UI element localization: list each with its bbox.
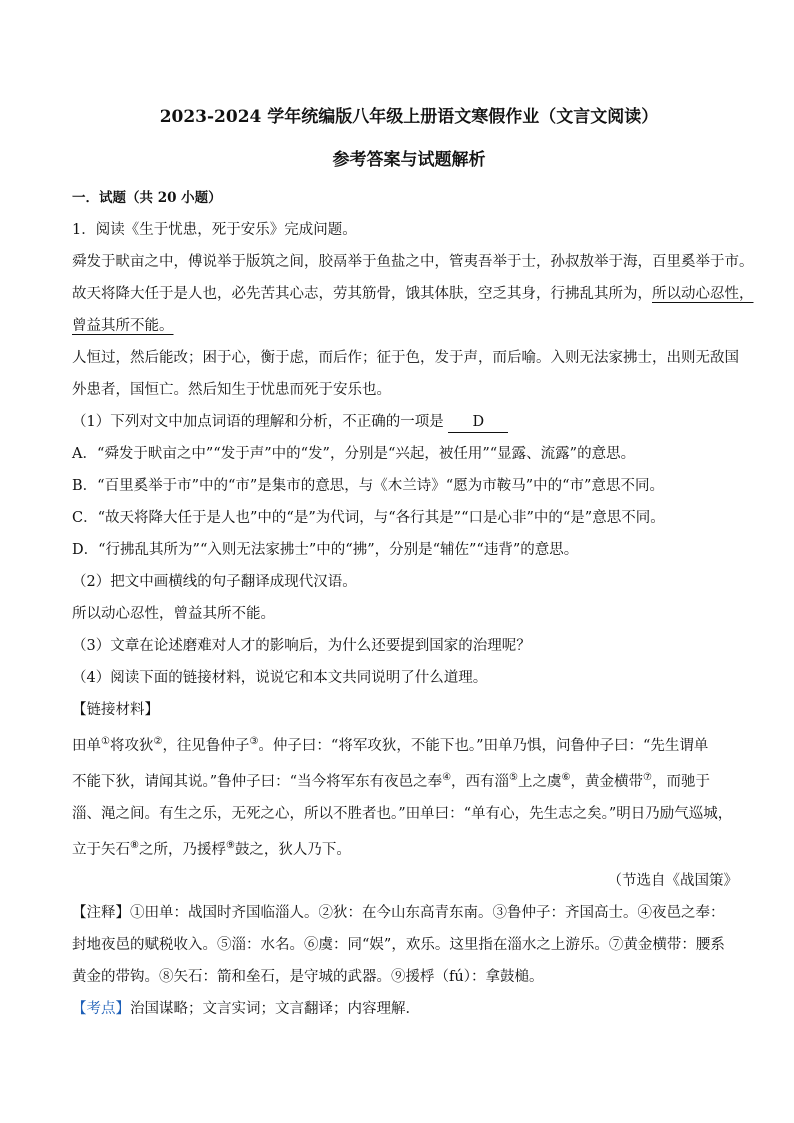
translation-sentence: 所以动心忍性，曾益其所不能。 (72, 606, 275, 622)
note-marker: ⑨ (225, 839, 235, 851)
text: 将攻狄 (109, 737, 154, 754)
note-marker: ③ (249, 736, 259, 747)
passage-line: 外患者，国恒亡。然后知生于忧患而死于安乐也。 (72, 382, 391, 398)
link-material-heading: 【链接材料】 (72, 702, 159, 718)
passage-text: 故天将降大任于是人也，必先苦其心志，劳其筋骨，饿其体肤，空乏其身，行拂乱其所为， (72, 286, 652, 302)
text: 之所，乃援桴 (138, 841, 226, 858)
option-b: B．“百里奚举于市”中的“市”是集市的意思，与《木兰诗》“愿为市鞍马”中的“市”意思不同。 (72, 478, 664, 494)
text: ，而驰于 (651, 773, 710, 790)
text: 鼓之，狄人乃下。 (234, 841, 351, 858)
text: 立于矢石 (72, 841, 130, 858)
sub-question-2: （2）把文中画横线的句子翻译成现代汉语。 (72, 574, 357, 590)
note-marker: ④ (442, 771, 452, 783)
text: ，西有淄 (451, 773, 510, 790)
kaodian-line (72, 993, 746, 1025)
note-marker: ⑦ (642, 771, 652, 783)
text: 不能下狄，请闻其说。”鲁仲子曰：“当今将军东有夜邑之奉 (72, 773, 443, 790)
underlined-sentence: 所以动心忍性， (652, 286, 754, 302)
sub-question-1 (72, 406, 746, 438)
note-marker: ⑤ (509, 771, 519, 783)
option-a: A．“舜发于畎亩之中”“发于声”中的“发”，分别是“兴起，被任用”“显露、流露”的意思。 (72, 446, 636, 462)
passage-line (72, 310, 746, 342)
sub-question-4: （4）阅读下面的链接材料，说说它和本文共同说明了什么道理。 (72, 670, 488, 686)
text: 。仲子曰：“将军攻狄，不能下也。”田单乃惧，问鲁仲子曰：“先生谓单 (258, 737, 709, 754)
text: 上之虞 (518, 773, 562, 790)
note-marker: ⑥ (561, 771, 571, 783)
link-material-line (72, 762, 746, 798)
answer-blank: D (448, 412, 508, 433)
document-title: 2023-2024 学年统编版八年级上册语文寒假作业（文言文阅读） (159, 107, 659, 127)
annotation-line: 【注释】①田单：战国时齐国临淄人。②狄：在今山东高青东南。③鲁仲子：齐国高士。④夜邑之奉： (72, 905, 725, 922)
section-heading: 一．试题（共 20 小题） (72, 190, 222, 206)
text: 田单 (72, 737, 101, 754)
passage-line (72, 278, 754, 310)
document-subtitle: 参考答案与试题解析 (332, 150, 486, 170)
note-marker: ① (101, 736, 110, 747)
annotation-line: 黄金的带钩。⑧矢石：箭和垒石，是守城的武器。⑨援桴（fú）：拿鼓槌。 (72, 969, 544, 986)
note-marker: ⑧ (130, 839, 139, 851)
text: ，往见鲁仲子 (162, 737, 250, 754)
link-material-line (72, 726, 746, 762)
passage-line: 人恒过，然后能改；困于心，衡于虑，而后作；征于色，发于声，而后喻。入则无法家拂士，出则无敌国 (72, 350, 739, 366)
option-d: D．“行拂乱其所为”“入则无法家拂士”中的“拂”，分别是“辅佐”“违背”的意思。 (72, 542, 579, 558)
sub-question-3: （3）文章在论述磨难对人才的影响后，为什么还要提到国家的治理呢？ (72, 638, 531, 654)
question-prompt: 1．阅读《生于忧患，死于安乐》完成问题。 (72, 222, 357, 238)
link-material-line: 淄、渑之间。有生之乐，无死之心，所以不胜者也。”田单曰：“单有心，先生志之矣。”明日乃励气巡城， (72, 805, 733, 822)
kaodian-tag: 【考点】 (72, 1001, 130, 1018)
option-c: C．“故天将降大任于是人也”中的“是”为代词，与“各行其是”“口是心非”中的“是”意思不同。 (72, 510, 665, 526)
underlined-sentence: 曾益其所不能。 (72, 318, 174, 334)
text: ，黄金横带 (570, 773, 643, 790)
passage-line: 舜发于畎亩之中，傅说举于版筑之间，胶鬲举于鱼盐之中，管夷吾举于士，孙叔敖举于海，百里奚举于市。 (72, 254, 754, 270)
kaodian-text: 治国谋略；文言实词；文言翻译；内容理解． (130, 1001, 420, 1018)
sub-question-text: （1）下列对文中加点词语的理解和分析，不正确的一项是 (72, 414, 444, 430)
source-citation: （节选自《战国策》 (607, 873, 738, 890)
annotation-line: 封地夜邑的赋税收入。⑤淄：水名。⑥虞：同“娱”，欢乐。这里指在淄水之上游乐。⑦黄金横带：腰系 (72, 937, 725, 954)
link-material-line (72, 830, 746, 866)
note-marker: ② (153, 736, 163, 747)
